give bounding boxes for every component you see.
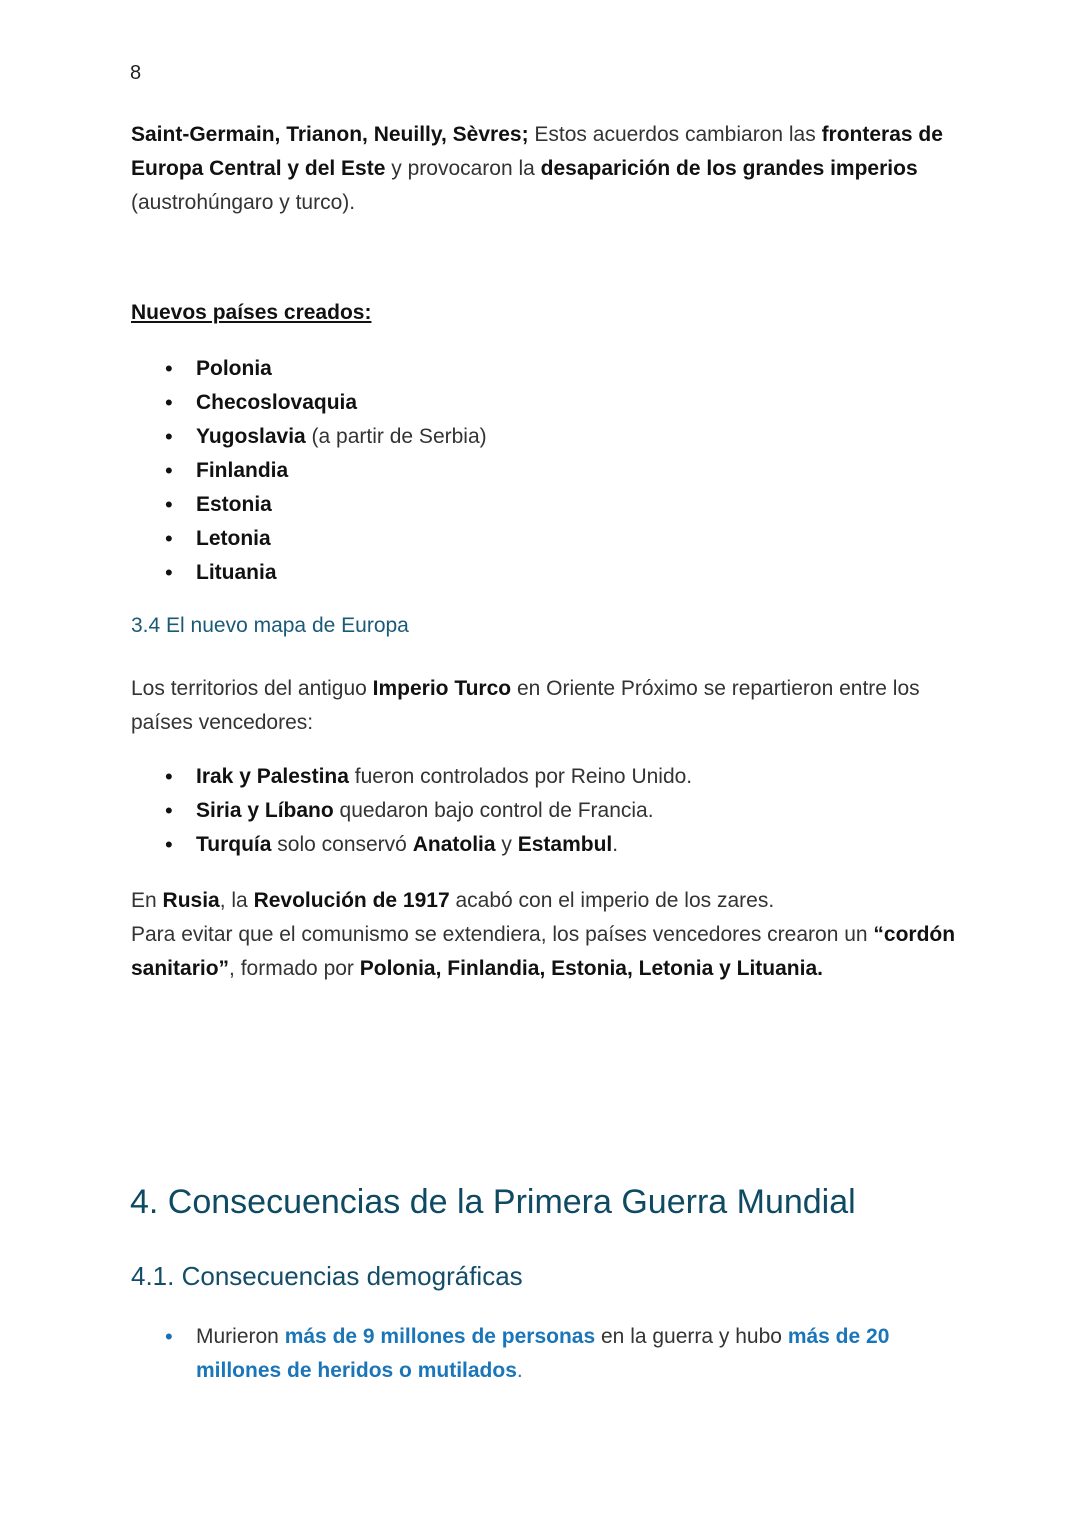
new-countries-title: Nuevos países creados: bbox=[131, 301, 372, 324]
list-item: • Letonia bbox=[131, 522, 487, 556]
list-item: • Polonia bbox=[131, 352, 487, 386]
list-item: • Irak y Palestina fueron controlados por Reino Unido. bbox=[131, 760, 692, 794]
territories-list bbox=[131, 760, 692, 862]
list-item: • Estonia bbox=[131, 488, 487, 522]
list-item: • Checoslovaquia bbox=[131, 386, 487, 420]
russia-paragraph: En Rusia, la Revolución de 1917 acabó con el imperio de los zares. Para evitar que el comunismo se extendiera, los países vencedores crearon un “cordón sanitario”, formado por Polonia, Finlandia, Estonia, Letonia y Lituania. bbox=[131, 889, 956, 980]
list-item: • Siria y Líbano quedaron bajo control de Francia. bbox=[131, 794, 692, 828]
page-number: 8 bbox=[130, 62, 142, 84]
intro-paragraph: Saint-Germain, Trianon, Neuilly, Sèvres; Estos acuerdos cambiaron las fronteras de Europa Central y del Este y provocaron la desaparición de los grandes imperios (austrohúngaro y turco). bbox=[131, 123, 943, 214]
new-countries-list bbox=[131, 352, 487, 590]
demographics-list bbox=[131, 1320, 971, 1388]
list-item: • Yugoslavia (a partir de Serbia) bbox=[131, 420, 487, 454]
section-4-1-heading: 4.1. Consecuencias demográficas bbox=[131, 1261, 523, 1291]
list-item: • Lituania bbox=[131, 556, 487, 590]
section-3-4-heading: 3.4 El nuevo mapa de Europa bbox=[131, 614, 409, 637]
section-4-heading: 4. Consecuencias de la Primera Guerra Mundial bbox=[130, 1183, 856, 1221]
list-item: • Finlandia bbox=[131, 454, 487, 488]
list-item: • Turquía solo conservó Anatolia y Estambul. bbox=[131, 828, 692, 862]
treaties-list: Saint-Germain, Trianon, Neuilly, Sèvres; bbox=[131, 123, 529, 146]
turkish-empire-paragraph: Los territorios del antiguo Imperio Turco en Oriente Próximo se repartieron entre los países vencedores: bbox=[131, 677, 920, 734]
list-item: • Murieron más de 9 millones de personas en la guerra y hubo más de 20 millones de heridos o mutilados. bbox=[131, 1320, 971, 1388]
